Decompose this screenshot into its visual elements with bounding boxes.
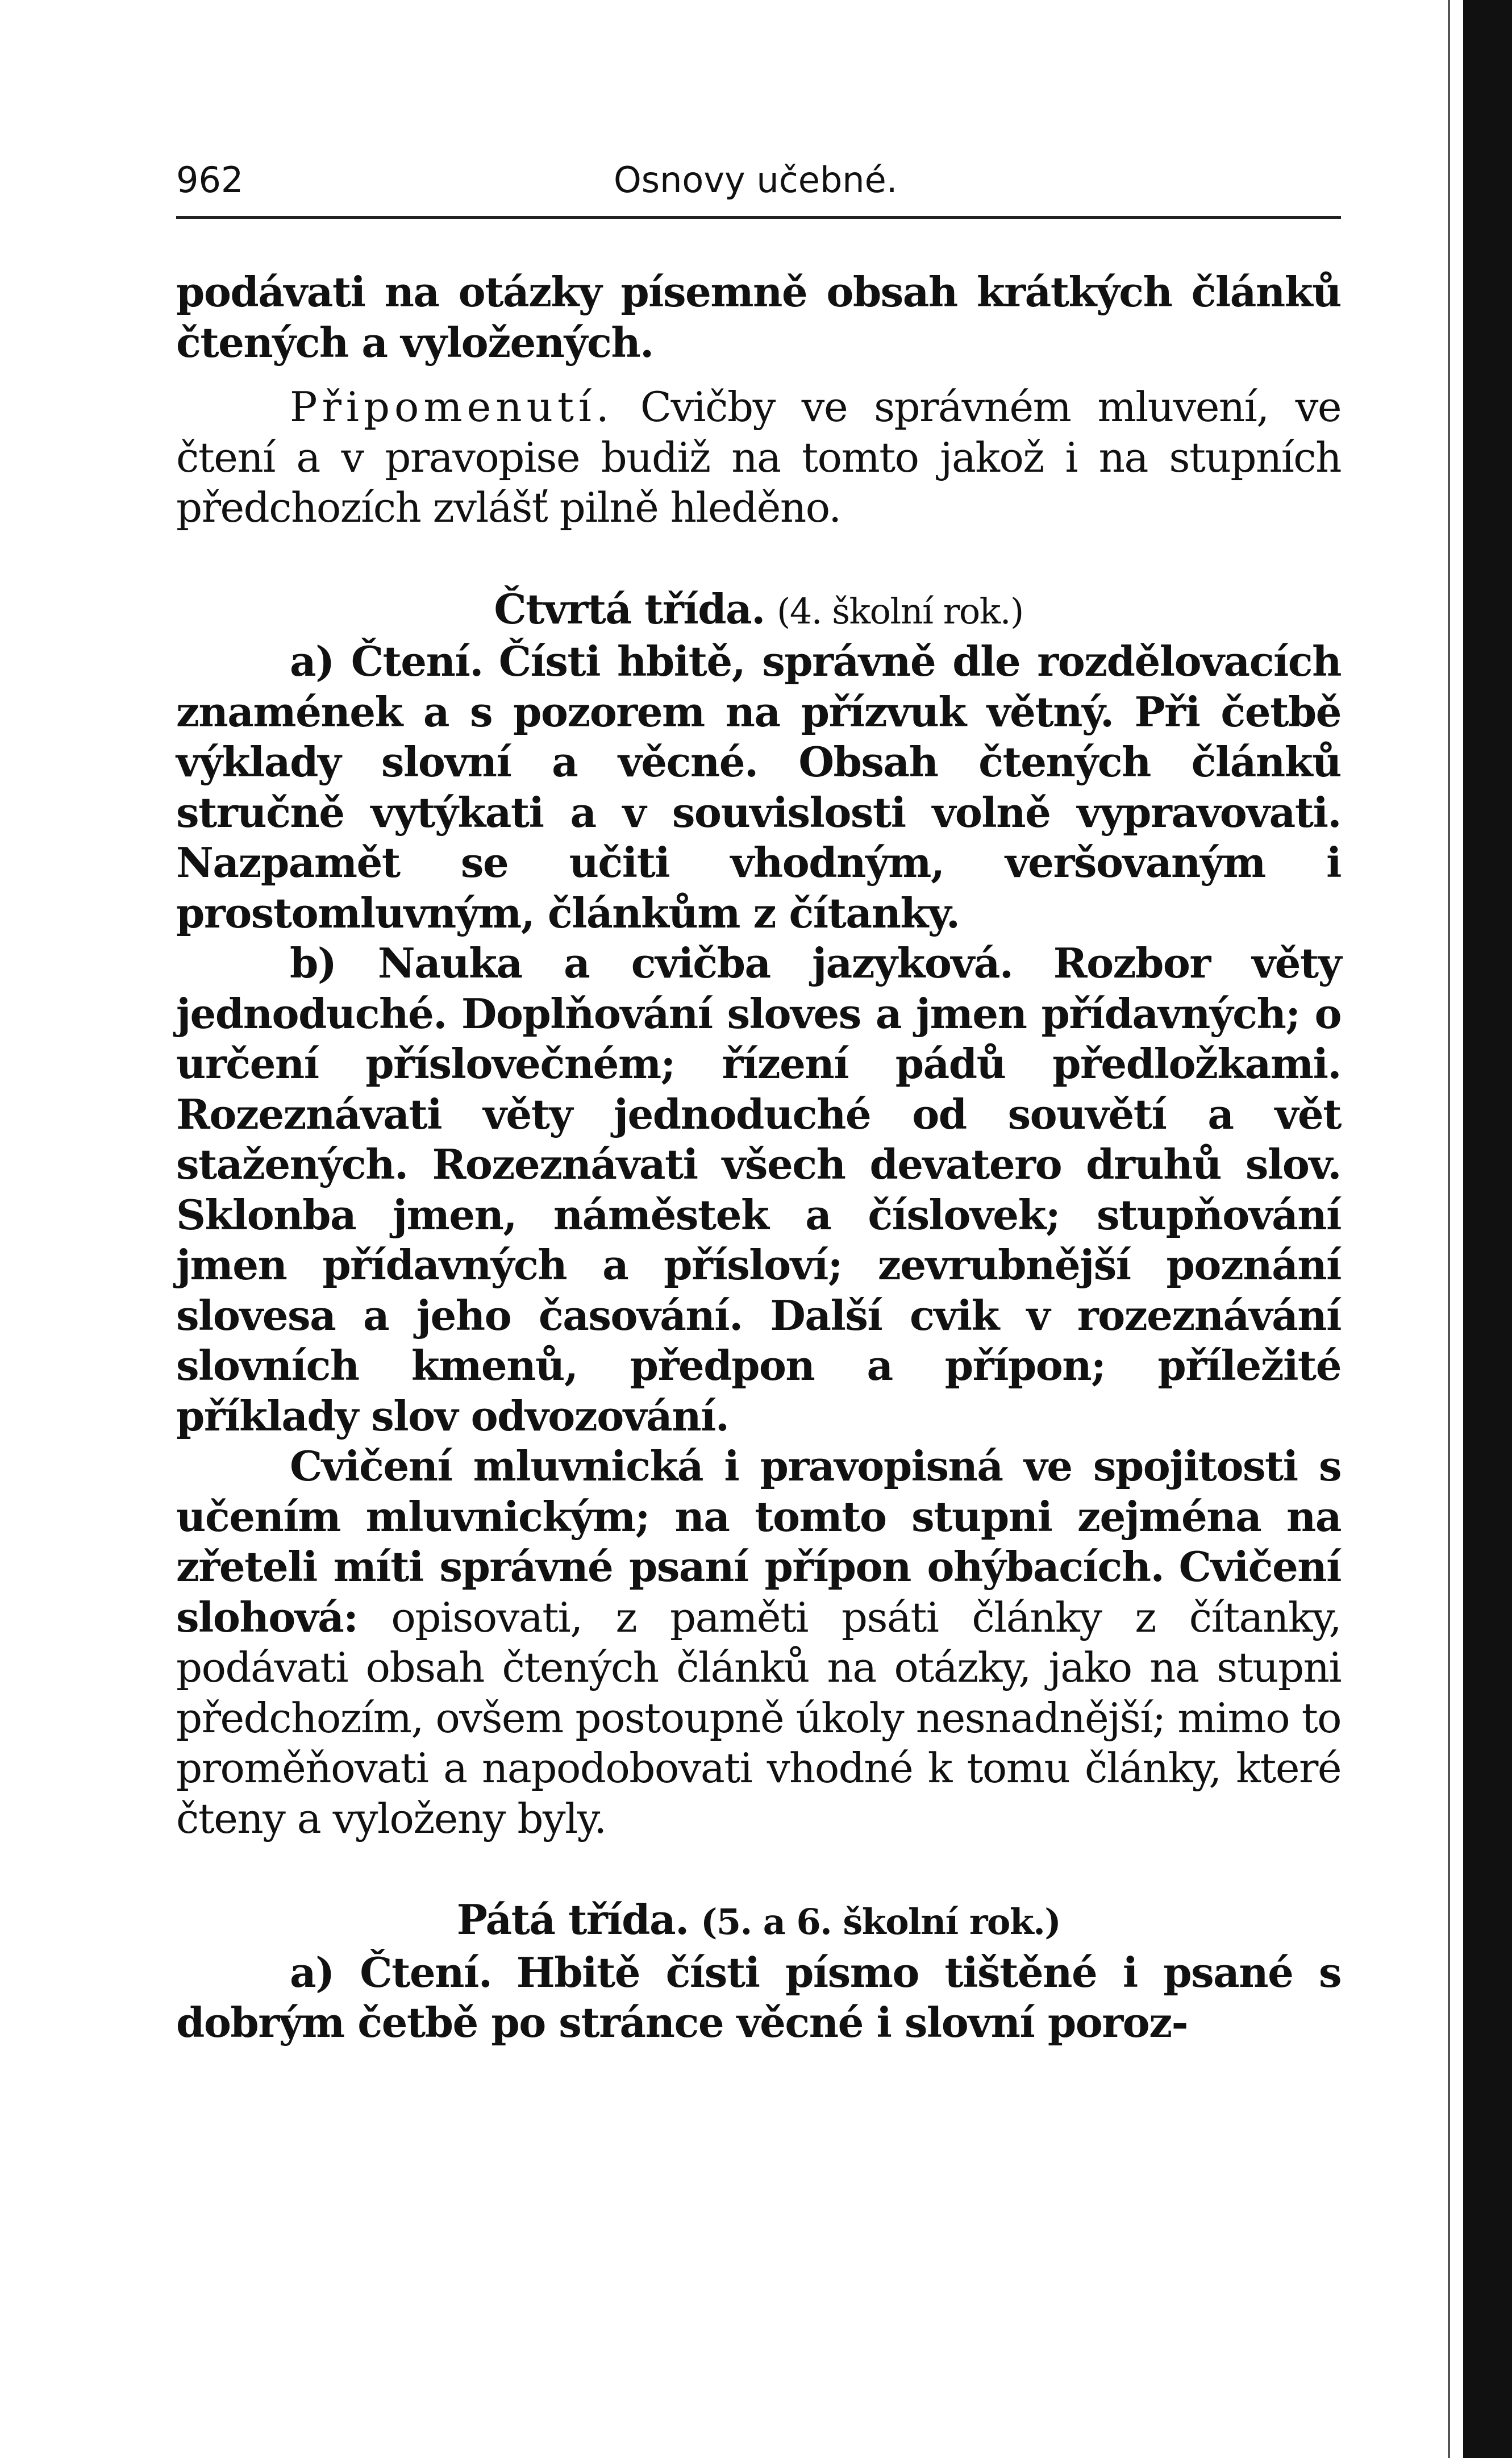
paragraph-continuation: podávati na otázky písemně obsah krátkých článků čtených a vyložených. <box>176 268 1341 367</box>
reading-label-5: a) Čtení. <box>290 1948 492 1997</box>
exercises-paragraph-4 <box>176 1441 1341 1844</box>
section-subtitle-5: (5. a 6. školní rok.) <box>701 1901 1061 1943</box>
grammar-text-4: Rozbor věty jednoduché. Doplňování sloves a jmen přídavných; o určení příslovečném; řízení pádů předložkami. Rozeznávati věty jednoduché od souvětí a vět stažených. Rozeznávati všech devatero druhů slov. Sklonba jmen, náměstek a číslovek; stupňování jmen přídavných a přísloví; zevrubnější poznání slovesa a jeho časování. Další cvik v rozeznávání slovních kmenů, předpon a přípon; příležité příklady slov odvozování. <box>176 939 1342 1440</box>
page-edge-line <box>1448 0 1450 2458</box>
section-heading-4 <box>176 584 1341 637</box>
note-paragraph <box>176 382 1341 533</box>
section-subtitle-4: (4. školní rok.) <box>777 590 1023 632</box>
reading-paragraph-5 <box>176 1948 1341 2048</box>
page-number: 962 <box>176 159 244 201</box>
section-title-4: Čtvrtá třída. <box>494 584 765 633</box>
page-header <box>176 153 1341 219</box>
grammar-paragraph-4 <box>176 938 1341 1441</box>
grammar-label-4: b) Nauka a cvičba jazyková. <box>290 939 1013 987</box>
reading-paragraph-4 <box>176 637 1341 938</box>
exercises-text-4a: Cvičení mluvnická i pravopisná ve spojitosti s učením mluvnickým; na tomto stupni zejména na zřeteli míti správné psaní přípon ohýbacích. <box>176 1442 1341 1591</box>
exercises-text-4b: opisovati, z paměti psáti články z čítanky, podávati obsah čtených článků na otázky, jako na stupni předchozím, ovšem postoupně úkoly nesnadnější; mimo to proměňovati a napodobovati vhodné k tomu články, které čteny a vyloženy byly. <box>176 1593 1341 1843</box>
book-page <box>176 153 1341 2048</box>
page-edge-band <box>1463 0 1512 2458</box>
reading-text-4: Čísti hbitě, správně dle rozdělovacích znamének a s pozorem na přízvuk větný. Při četbě výklady slovní a věcné. Obsah čtených článků stručně vytýkati a v souvislosti volně vypravovati. Nazpamět se učiti vhodným, veršovaným i prostomluvným, článkům z čítanky. <box>176 637 1341 937</box>
note-label: Připomenutí. <box>290 383 614 431</box>
section-title-5: Pátá třída. <box>456 1895 689 1944</box>
running-title: Osnovy učebné. <box>614 159 898 201</box>
composition-label-4: Cvičení slohová: <box>176 1542 1341 1641</box>
note-text: Cvičby ve správném mluvení, ve čtení a v pravopise budiž na tomto jakož i na stupních předchozích zvlášť pilně hleděno. <box>176 383 1342 531</box>
reading-text-5: Hbitě čísti písmo tištěné i psané s dobrým četbě po stránce věcné i slovní poroz- <box>176 1948 1342 2047</box>
reading-label-4: a) Čtení. <box>290 637 483 685</box>
page-body <box>176 267 1341 2048</box>
section-heading-5 <box>176 1895 1341 1948</box>
